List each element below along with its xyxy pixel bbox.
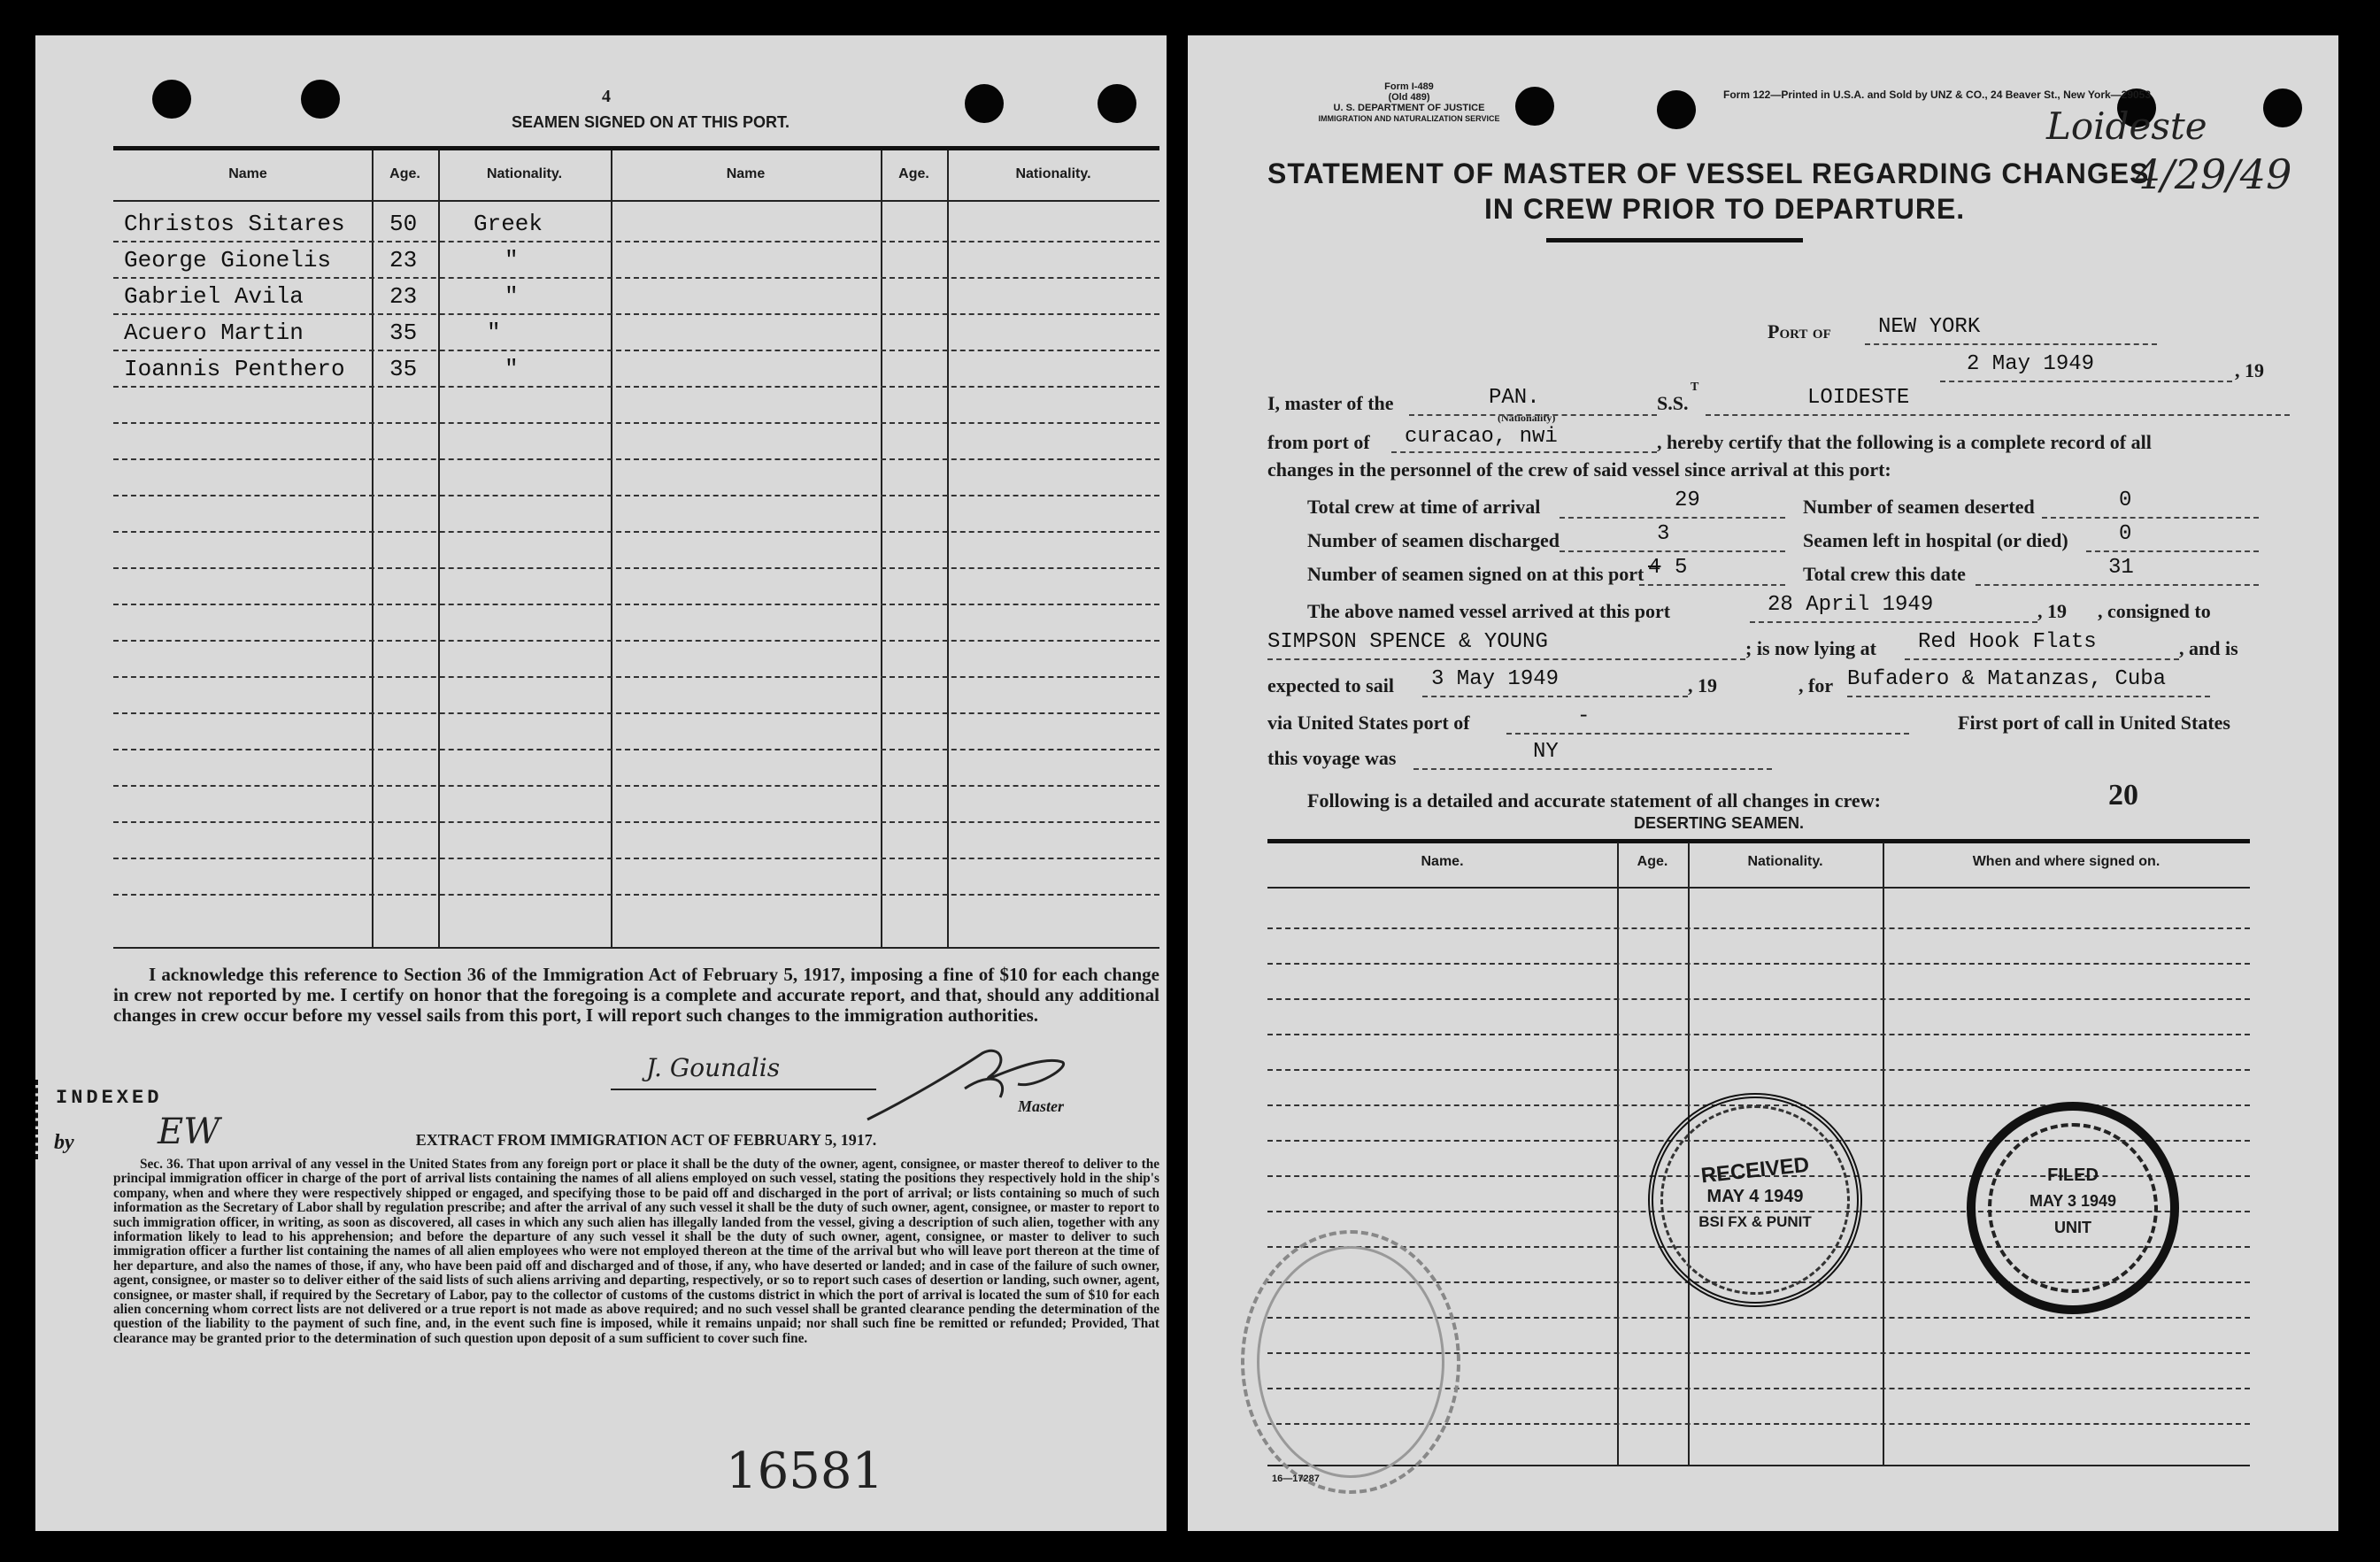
extract-title: EXTRACT FROM IMMIGRATION ACT OF FEBRUARY 5, 1917. bbox=[415, 1131, 877, 1149]
signature-printed-name: J. Gounalis bbox=[646, 1053, 781, 1082]
footer-code: 16—17287 bbox=[1272, 1474, 1320, 1484]
nationality-caption: (Nationality) bbox=[1498, 412, 1556, 424]
table-top-rule bbox=[113, 146, 1159, 150]
expected-year-suffix: , 19 bbox=[1688, 674, 1717, 696]
received-stamp bbox=[1648, 1093, 1862, 1307]
handwritten-vessel-name: Loideste bbox=[2046, 104, 2207, 148]
indexed-by: by bbox=[54, 1131, 74, 1154]
row-nationality: " bbox=[487, 319, 501, 346]
column-header-age: Age. bbox=[389, 166, 420, 181]
signed-on-value: 5 bbox=[1675, 556, 1688, 580]
expected-value: 3 May 1949 bbox=[1431, 667, 1560, 691]
filed-stamp-text: FILED bbox=[2047, 1166, 2099, 1185]
deserting-column-when-where: When and where signed on. bbox=[1972, 854, 2160, 869]
discharged-value: 3 bbox=[1657, 522, 1670, 546]
faint-received-stamp bbox=[1241, 1230, 1460, 1494]
extract-text: Sec. 36. That upon arrival of any vessel in the United States from any foreign port or place it shall be the duty of the owner, agent, consignee, or master thereof to deliver to the principal immigration officer in charge of the port of arrival lists containing the names of all aliens employed on such vessel, stating the positions they respectively hold in the ship's company, when and where they were respectively shipped or engaged, and specifying those to be paid off and discharged in the port of arrival; or lists containing so much of such information as the Secretary of Labor shall by regulation prescribe; and after the arrival of any such vessel it shall be the duty of such owner, agent, consignee, or master to report to such immigration officer, in writing, as soon as discovered, all cases in which any such alien has illegally landed from the vessel, giving a description of such alien, together with any information likely to lead to his apprehension; and before the departure of any such vessel it shall be the duty of such owner, agent, consignee, or master to deliver to such immigration officer a further list containing the names of all alien employees who were not employed thereon at the time of the arrival but who will leave port thereon at the time of her departure, and also the names of those, if any, who have been paid off and discharged and of those, if any, who have deserted or landed; and in case of the failure of such owner, agent, consignee, or master so to deliver either of the said lists of such aliens arriving and departing, respectively, or so to report such cases of desertion or landing, such owner, agent, consignee, or master shall, if required by the Secretary of Labor, pay to the collector of customs of the customs district in which the port of arrival is located the sum of $10 for each alien concerning whom correct lists are not delivered or a true report is not made as above required; and no such vessel shall be granted clearance pending the determination of the question of the liability to the payment of such fine, and, in the event such fine is imposed, while it remains unpaid; nor shall such fine be remitted or refunded; Provided, That clearance may be granted prior to the determination of such question upon deposit of a sum sufficient to cover such fine. bbox=[113, 1157, 1159, 1346]
master-label: Master bbox=[1018, 1097, 1065, 1115]
port-value: NEW YORK bbox=[1878, 315, 1981, 339]
from-port-value: curacao, nwi bbox=[1405, 425, 1558, 449]
port-label: Port of bbox=[1768, 320, 1831, 342]
arrived-year-suffix: , 19 bbox=[2037, 600, 2067, 622]
for-label: , for bbox=[1798, 674, 1834, 696]
following-text: Following is a detailed and accurate statement of all changes in crew: bbox=[1307, 789, 1881, 812]
voyage-value: NY bbox=[1533, 740, 1559, 764]
column-header-nationality: Nationality. bbox=[486, 166, 563, 181]
handwritten-file-number: 16581 bbox=[726, 1443, 884, 1500]
first-port-label: First port of call in United States bbox=[1958, 712, 2230, 734]
date-year-suffix: , 19 bbox=[2235, 359, 2264, 381]
punch-hole bbox=[1098, 84, 1136, 123]
for-value: Bufadero & Matanzas, Cuba bbox=[1847, 667, 2167, 691]
consignee-value: SIMPSON SPENCE & YOUNG bbox=[1267, 630, 1548, 654]
row-age: 50 bbox=[389, 211, 418, 237]
voyage-label: this voyage was bbox=[1267, 747, 1397, 769]
arrived-value: 28 April 1949 bbox=[1768, 593, 1934, 617]
discharged-label: Number of seamen discharged bbox=[1307, 529, 1560, 551]
indexed-label: INDEXED bbox=[56, 1087, 163, 1109]
signed-on-label: Number of seamen signed on at this port bbox=[1307, 563, 1644, 585]
left-page bbox=[35, 35, 1167, 1531]
form-header-left: Form I-489 (Old 489) U. S. DEPARTMENT OF JUSTICE IMMIGRATION AND NATURALIZATION SERVICE bbox=[1318, 81, 1500, 123]
row-nationality: Greek bbox=[474, 211, 543, 237]
certify-text-2: changes in the personnel of the crew of said vessel since arrival at this port: bbox=[1267, 458, 1891, 481]
vessel-name: LOIDESTE bbox=[1807, 386, 1910, 410]
punch-hole bbox=[2263, 88, 2302, 127]
received-stamp-text: RECEIVED bbox=[1699, 1152, 1811, 1189]
deserting-title: DESERTING SEAMEN. bbox=[1633, 814, 1805, 832]
punch-hole bbox=[1657, 90, 1696, 129]
total-crew-arrival-label: Total crew at time of arrival bbox=[1307, 496, 1541, 518]
nationality-value: PAN. bbox=[1489, 386, 1540, 410]
section-title: SEAMEN SIGNED ON AT THIS PORT. bbox=[511, 113, 790, 131]
row-name: Ioannis Penthero bbox=[124, 356, 345, 382]
deserting-column-name: Name. bbox=[1421, 854, 1464, 869]
filed-stamp-date: MAY 3 1949 bbox=[2029, 1192, 2117, 1210]
total-crew-date-value: 31 bbox=[2108, 556, 2134, 580]
row-name: Gabriel Avila bbox=[124, 283, 304, 310]
deserting-column-age: Age. bbox=[1637, 854, 1668, 869]
total-crew-date-label: Total crew this date bbox=[1803, 563, 1966, 585]
right-page bbox=[1188, 35, 2338, 1531]
handwritten-date: 4/29/49 bbox=[2135, 150, 2292, 198]
column-header-name-2: Name bbox=[726, 166, 766, 181]
row-nationality: " bbox=[504, 283, 519, 310]
filed-stamp bbox=[1967, 1102, 2179, 1314]
row-nationality: " bbox=[504, 247, 519, 273]
form-header-right: Form 122—Printed in U.S.A. and Sold by UNZ & CO., 24 Beaver St., New York—29053 bbox=[1723, 88, 2152, 101]
expected-label: expected to sail bbox=[1267, 674, 1394, 696]
total-crew-arrival-value: 29 bbox=[1675, 489, 1700, 512]
row-nationality: " bbox=[504, 356, 519, 382]
master-of-the-label: I, master of the bbox=[1267, 392, 1394, 414]
column-header-nationality-2: Nationality. bbox=[1015, 166, 1091, 181]
row-age: 23 bbox=[389, 247, 418, 273]
column-header-age-2: Age. bbox=[898, 166, 929, 181]
via-value: - bbox=[1577, 704, 1591, 728]
page-number: 4 bbox=[602, 87, 611, 106]
following-number: 20 bbox=[2108, 779, 2138, 812]
row-name: Christos Sitares bbox=[124, 211, 345, 237]
indexed-stamp bbox=[35, 1080, 220, 1159]
received-stamp-unit: BSI FX & PUNIT bbox=[1698, 1213, 1812, 1230]
ss-label: S.S. bbox=[1657, 392, 1689, 414]
punch-hole bbox=[301, 80, 340, 119]
lying-label: ; is now lying at bbox=[1745, 637, 1876, 659]
column-header-name: Name bbox=[228, 166, 267, 181]
punch-hole bbox=[1515, 87, 1554, 126]
signed-on-struck-value: 4 bbox=[1648, 556, 1661, 580]
via-label: via United States port of bbox=[1267, 712, 1470, 734]
acknowledgement-text: I acknowledge this reference to Section 36 of the Immigration Act of February 5, 1917, imposing a fine of $10 for each change in crew not reported by me. I certify on honor that the foregoing is a complete and accurate report, and that, should any additional changes in crew occur before my vessel sails from this port, I will report such changes to the immigration authorities. bbox=[113, 964, 1159, 1026]
hospital-value: 0 bbox=[2119, 522, 2132, 546]
lying-value: Red Hook Flats bbox=[1918, 630, 2097, 654]
hospital-label: Seamen left in hospital (or died) bbox=[1803, 529, 2068, 551]
indexed-initials: EW bbox=[158, 1112, 220, 1152]
form-title-line2: IN CREW PRIOR TO DEPARTURE. bbox=[1484, 193, 1966, 225]
deserted-label: Number of seamen deserted bbox=[1803, 496, 2035, 518]
certify-text: , hereby certify that the following is a complete record of all bbox=[1657, 431, 2152, 453]
deserting-column-nationality: Nationality. bbox=[1747, 854, 1823, 869]
table-header-rule bbox=[113, 200, 1159, 202]
punch-hole bbox=[965, 84, 1004, 123]
row-age: 35 bbox=[389, 356, 418, 382]
date-value: 2 May 1949 bbox=[1967, 352, 2095, 376]
from-port-label: from port of bbox=[1267, 431, 1370, 453]
arrived-label: The above named vessel arrived at this port bbox=[1307, 600, 1671, 622]
ss-superscript: T bbox=[1691, 381, 1699, 394]
form-title-line1: STATEMENT OF MASTER OF VESSEL REGARDING CHANGES bbox=[1267, 158, 2150, 189]
row-age: 23 bbox=[389, 283, 418, 310]
punch-hole bbox=[152, 80, 191, 119]
row-name: Acuero Martin bbox=[124, 319, 304, 346]
and-is-label: , and is bbox=[2179, 637, 2238, 659]
received-stamp-date: MAY 4 1949 bbox=[1706, 1187, 1804, 1206]
row-name: George Gionelis bbox=[124, 247, 332, 273]
deserted-value: 0 bbox=[2119, 489, 2132, 512]
master-signature bbox=[859, 1035, 1089, 1133]
filed-stamp-unit: UNIT bbox=[2054, 1219, 2091, 1236]
row-age: 35 bbox=[389, 319, 418, 346]
consigned-label: , consigned to bbox=[2098, 600, 2211, 622]
